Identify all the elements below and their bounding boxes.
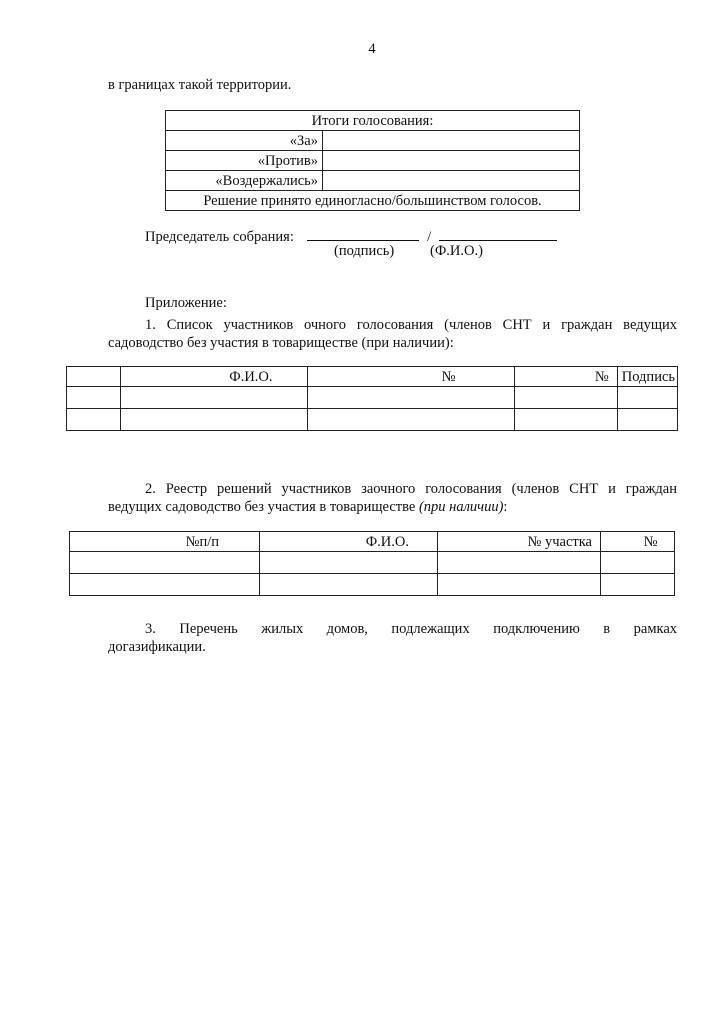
chair-label: Председатель собрания: (145, 229, 294, 245)
table2-header-num2: № (601, 532, 675, 552)
table1-header-0 (67, 367, 121, 387)
intro-line: в границах такой территории. (108, 77, 292, 93)
appendix-item-2-line-2 (108, 498, 677, 516)
appendix-item-1-line-1: 1. Список участников очного голосования (членов СНТ и граждан ведущих (145, 317, 677, 333)
table-cell[interactable] (260, 574, 438, 596)
name-line[interactable] (439, 226, 557, 241)
vote-abstain-cell[interactable] (323, 171, 580, 191)
appendix-item-1 (108, 316, 677, 352)
appendix-item-3-line-2: догазификации. (108, 639, 206, 655)
appendix-item-2-colon: : (503, 499, 508, 515)
table-cell[interactable] (120, 409, 307, 431)
table-cell[interactable] (70, 552, 260, 574)
name-caption: (Ф.И.О.) (430, 243, 483, 259)
vote-abstain-label: «Воздержались» (166, 171, 323, 191)
appendix-item-3 (108, 620, 677, 656)
table1-header-num2: № (514, 367, 617, 387)
table-row (70, 552, 675, 574)
vote-decision: Решение принято единогласно/большинством голосов. (166, 191, 580, 211)
vote-against-cell[interactable] (323, 151, 580, 171)
appendix-item-2-italic: (при наличии) (418, 499, 504, 515)
table2-header-plot: № участка (438, 532, 601, 552)
signature-slash: / (427, 229, 432, 245)
table-cell[interactable] (617, 387, 677, 409)
table2-header-fio: Ф.И.О. (260, 532, 438, 552)
table-cell[interactable] (307, 387, 514, 409)
vote-for-label: «За» (166, 131, 323, 151)
signature-line[interactable] (307, 226, 419, 241)
vote-against-label: «Против» (166, 151, 323, 171)
appendix-item-1-line-2: садоводство без участия в товариществе (при наличии): (108, 335, 454, 351)
table-header-row (67, 367, 678, 387)
table-cell[interactable] (601, 574, 675, 596)
table-cell[interactable] (67, 409, 121, 431)
signature-caption: (подпись) (334, 243, 395, 259)
table-row (166, 171, 580, 191)
table1-header-signature: Подпись (617, 367, 677, 387)
table-row (166, 151, 580, 171)
table-cell[interactable] (260, 552, 438, 574)
table-cell[interactable] (514, 409, 617, 431)
table1-header-fio: Ф.И.О. (120, 367, 307, 387)
vote-results-table (165, 110, 580, 211)
table-header-row (70, 532, 675, 552)
table2-header-num: №п/п (70, 532, 260, 552)
table-cell[interactable] (438, 552, 601, 574)
appendix-item-3-line-1: 3. Перечень жилых домов, подлежащих подключению в рамках (145, 621, 677, 637)
page-number: 4 (368, 41, 376, 57)
table-cell[interactable] (601, 552, 675, 574)
appendix-item-2-line-1: 2. Реестр решений участников заочного голосования (членов СНТ и граждан (145, 481, 677, 497)
appendix-item-2 (108, 480, 677, 516)
table-row (166, 131, 580, 151)
table-cell[interactable] (67, 387, 121, 409)
table-cell[interactable] (307, 409, 514, 431)
table-cell[interactable] (70, 574, 260, 596)
participants-table (66, 366, 678, 431)
table-row (70, 574, 675, 596)
table-row (67, 409, 678, 431)
table-cell[interactable] (438, 574, 601, 596)
appendix-heading: Приложение: (145, 295, 227, 311)
table-cell[interactable] (514, 387, 617, 409)
registry-table (69, 531, 675, 596)
appendix-item-2-line-2-text: ведущих садоводство без участия в товариществе (108, 499, 419, 515)
table-cell[interactable] (120, 387, 307, 409)
table-cell[interactable] (617, 409, 677, 431)
table-row (67, 387, 678, 409)
vote-table-title: Итоги голосования: (166, 111, 580, 131)
table1-header-num1: № (307, 367, 514, 387)
vote-for-cell[interactable] (323, 131, 580, 151)
